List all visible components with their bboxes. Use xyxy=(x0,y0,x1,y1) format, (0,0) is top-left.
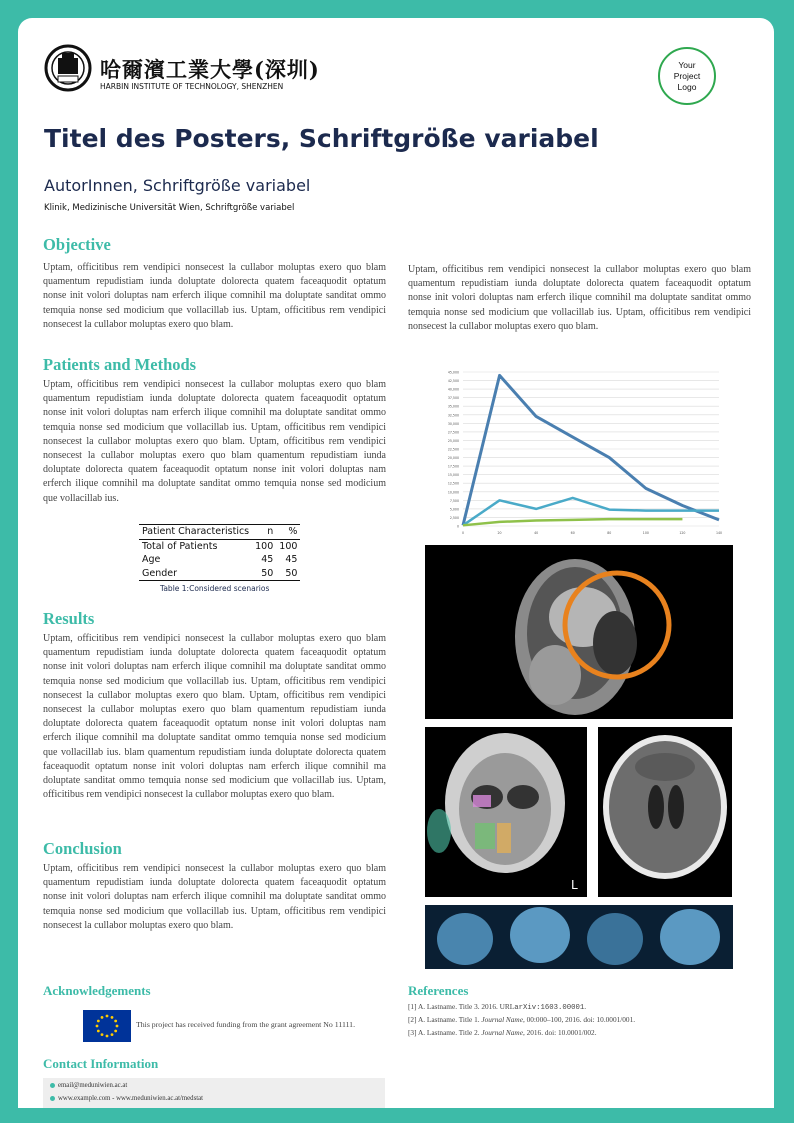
xray-skull-image xyxy=(425,727,587,897)
x-tick-label: 60 xyxy=(570,531,575,535)
table-header: % xyxy=(276,525,300,540)
reference-item: [2] A. Lastname. Title 1. Journal Name, 00:000–100, 2016. doi: 10.0001/001. xyxy=(408,1015,636,1024)
poster-affiliation: Klinik, Medizinische Universität Wien, Schriftgröße variabel xyxy=(44,203,295,213)
y-tick-label: 7,500 xyxy=(449,498,459,503)
y-tick-label: 0 xyxy=(456,524,459,529)
reference-item: [1] A. Lastname. Title 3. 2016. URLarXiv:1603.00001. xyxy=(408,1002,587,1012)
ct-brain-image xyxy=(598,727,732,897)
y-tick-label: 27,500 xyxy=(447,430,459,435)
contact-heading: Contact Information xyxy=(43,1056,159,1071)
conclusion-heading: Conclusion xyxy=(43,839,122,858)
y-tick-label: 45,000 xyxy=(447,370,459,375)
x-tick-label: 80 xyxy=(607,531,612,535)
table-header-row xyxy=(139,525,300,540)
contact-email-text: email@meduniwien.ac.at xyxy=(58,1082,128,1089)
y-tick-label: 15,000 xyxy=(447,473,459,478)
poster-authors: AutorInnen, Schriftgröße variabel xyxy=(44,176,311,195)
x-tick-label: 0 xyxy=(461,531,465,535)
university-name-en: HARBIN INSTITUTE OF TECHNOLOGY, SHENZHEN xyxy=(100,82,284,91)
y-tick-label: 25,000 xyxy=(447,438,459,443)
y-tick-label: 37,500 xyxy=(447,396,459,401)
y-tick-label: 35,000 xyxy=(447,404,459,409)
table-header: Patient Characteristics xyxy=(139,525,252,540)
x-tick-label: 140 xyxy=(715,531,723,535)
eu-flag-icon xyxy=(83,1010,131,1042)
table-row xyxy=(139,539,300,553)
table-cell: 50 xyxy=(276,567,300,581)
poster-title: Titel des Posters, Schriftgröße variabel xyxy=(44,124,599,153)
table-cell: 50 xyxy=(252,567,276,581)
contact-web-text: www.example.com - www.meduniwien.ac.at/medstat xyxy=(58,1095,204,1102)
table-cell: 45 xyxy=(261,554,274,565)
y-tick-label: 17,500 xyxy=(447,464,459,469)
table-cell: 100 xyxy=(255,540,274,552)
y-tick-label: 2,500 xyxy=(449,515,459,520)
y-tick-label: 20,000 xyxy=(447,456,459,461)
mri-brain-image xyxy=(425,545,733,719)
table-cell: Age xyxy=(142,554,161,565)
contact-email[interactable] xyxy=(50,1082,127,1089)
reference-link[interactable]: arXiv:1603.00001 xyxy=(514,1004,585,1012)
contact-web[interactable] xyxy=(50,1095,203,1102)
table-header: n xyxy=(252,525,276,540)
x-tick-label: 120 xyxy=(679,531,686,535)
table-row xyxy=(139,567,300,581)
y-tick-label: 30,000 xyxy=(447,421,459,426)
x-tick-label: 20 xyxy=(497,531,502,535)
right-column-text: Uptam, officitibus rem vendipici nonsecest la cullabor moluptas exero quo blam quamentum repudistiam iunda doluptate dolorecta quatem faceaquodit optatum nonse init volori doluptas nam erferch ilique comnihil ma doluptate sanditat ommo temquia nonse sed modicium que vollacillab ius. Uptam, officitibus rem vendipici nonsecest la cullabor moluptas exero quo blam. xyxy=(408,264,751,332)
university-name-cn: 哈爾濱工業大學(深圳) xyxy=(100,57,320,82)
acknowledgements-heading: Acknowledgements xyxy=(43,983,151,998)
x-tick-label: 40 xyxy=(534,531,539,535)
table-caption: Table 1:Considered scenarios xyxy=(160,584,270,593)
table-cell: Total of Patients xyxy=(142,540,218,552)
bullet-icon xyxy=(50,1096,55,1101)
chart-series-line-3 xyxy=(463,519,682,525)
line-chart xyxy=(423,366,725,544)
x-tick-label: 100 xyxy=(642,531,649,535)
patient-characteristics-table xyxy=(139,524,300,581)
table-cell: 100 xyxy=(279,540,298,552)
results-heading: Results xyxy=(43,609,95,628)
y-tick-label: 40,000 xyxy=(447,387,459,392)
table-cell: Gender xyxy=(139,567,252,581)
project-logo xyxy=(658,47,716,105)
brain-scans-strip-image xyxy=(425,905,733,969)
poster xyxy=(18,18,774,1108)
patients-heading: Patients and Methods xyxy=(43,355,197,374)
table-cell: 45 xyxy=(285,554,298,565)
project-logo-text: Your Project Logo xyxy=(673,59,701,92)
svg-text:L: L xyxy=(571,878,578,892)
patients-text: Uptam, officitibus rem vendipici nonsecest la cullabor moluptas exero quo blam quamentum repudistiam iunda doluptate dolorecta quatem faceaquodit optatum nonse init volori doluptas nam erferch ilique comnihil ma doluptate sanditat ommo temquia nonse sed modicium que vollacillab ius. Uptam, officitibus rem vendipici nonsecest la cullabor moluptas exero quo blam. Uptam, officitibus rem vendipici nonsecest la cullabor moluptas exero quo blam quamentum repudistiam iunda doluptate dolorecta quatem faceaquodit optatum nonse init volori doluptas nam erferch ilique comnihil ma doluptate sanditat ommo temquia nonse sed modicium que vollacillab ius. xyxy=(43,379,386,504)
acknowledgements-text: This project has received funding from the grant agreement No 11111. xyxy=(136,1020,356,1029)
y-tick-label: 42,500 xyxy=(447,379,459,384)
conclusion-text: Uptam, officitibus rem vendipici nonsecest la cullabor moluptas exero quo blam quamentum repudistiam iunda doluptate dolorecta quatem faceaquodit optatum nonse init volori doluptas nam erferch ilique comnihil ma doluptate sanditat ommo temquia nonse sed modicium que vollacillab ius. Uptam, officitibus rem vendipici nonsecest la cullabor moluptas exero quo blam. xyxy=(43,863,386,931)
y-tick-label: 12,500 xyxy=(447,481,459,486)
objective-heading: Objective xyxy=(43,235,111,254)
y-tick-label: 10,000 xyxy=(447,490,459,495)
contact-box xyxy=(43,1078,385,1108)
objective-text: Uptam, officitibus rem vendipici nonsecest la cullabor moluptas exero quo blam quamentum repudistiam iunda doluptate dolorecta quatem faceaquodit optatum nonse init volori doluptas nam erferch ilique comnihil ma doluptate sanditat ommo temquia nonse sed modicium que vollacillab ius. Uptam, officitibus rem vendipici nonsecest la cullabor moluptas exero quo blam. xyxy=(43,262,386,330)
y-tick-label: 32,500 xyxy=(447,413,459,418)
results-text: Uptam, officitibus rem vendipici nonsecest la cullabor moluptas exero quo blam quamentum repudistiam iunda doluptate dolorecta quatem faceaquodit optatum nonse init volori doluptas nam erferch ilique comnihil ma doluptate sanditat ommo temquia nonse sed modicium que vollacillab ius. Uptam, officitibus rem vendipici nonsecest la cullabor moluptas exero quo blam. Uptam, officitibus rem vendipici nonsecest la cullabor moluptas exero quo blam quamentum repudistiam iunda doluptate dolorecta quatem faceaquodit optatum nonse init volori doluptas nam erferch ilique comnihil ma doluptate sanditat ommo temquia nonse sed modicium que vollacillab ius. blam quamentum repudistiam iunda doluptate dolorecta quatem faceaquodit optatum nonse init volori doluptas nam erferch ilique comnihil ma doluptate sanditat ommo temquia nonse sed modicium que vollacillab ius. Uptam, officitibus rem vendipici nonsecest la cullabor moluptas exero quo blam. xyxy=(43,633,386,801)
y-tick-label: 5,000 xyxy=(449,507,459,512)
bullet-icon xyxy=(50,1083,55,1088)
y-tick-label: 22,500 xyxy=(447,447,459,452)
references-heading: References xyxy=(408,983,469,998)
table-row xyxy=(139,553,300,567)
reference-item: [3] A. Lastname. Title 2. Journal Name, 2016. doi: 10.0001/002. xyxy=(408,1028,597,1037)
